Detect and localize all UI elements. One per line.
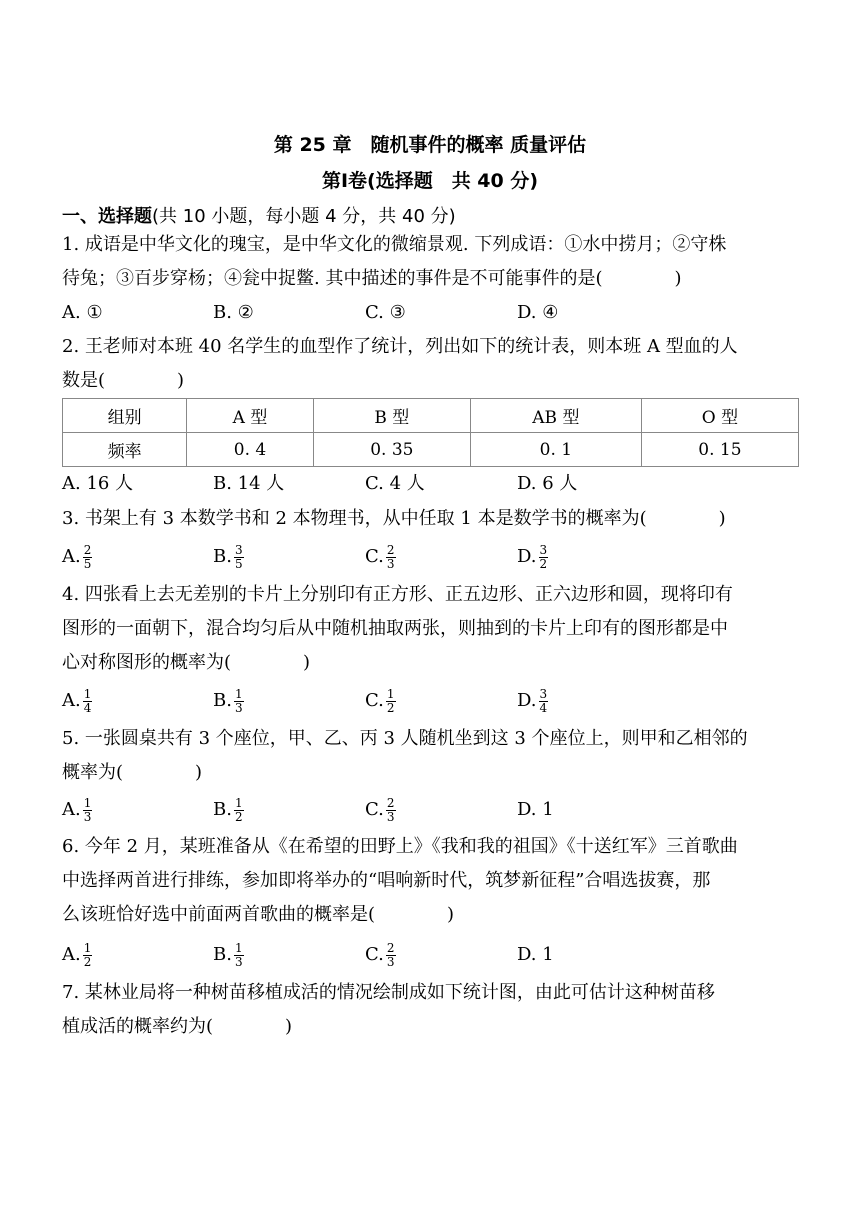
fraction [386,942,396,969]
question-line: 3. 书架上有 3 本数学书和 2 本物理书，从中任取 1 本是数学书的概率为( ) [62,508,726,529]
option-b [213,793,244,827]
numerator: 1 [234,940,243,955]
option-label: A. [62,690,81,711]
fraction [83,797,93,824]
numerator: 2 [83,542,92,557]
option-label: A. [62,799,81,820]
option-d [517,684,548,718]
blood-type-table [62,398,799,467]
options-2 [62,467,800,501]
option-b [213,684,244,718]
fraction [386,797,396,824]
table-row [63,433,799,467]
question-3 [62,502,800,536]
option-label: A. [62,944,81,965]
question-line: 数是( ) [62,370,185,391]
section-heading [62,202,456,228]
question-line: 待兔；③百步穿杨；④瓮中捉鳖. 其中描述的事件是不可能事件的是( ) [62,268,682,289]
question-6 [62,830,800,932]
option-label: B. [213,799,232,820]
question-line: 1. 成语是中华文化的瑰宝，是中华文化的微缩景观. 下列成语：①水中捞月；②守株 [62,234,727,255]
option-a [62,793,92,827]
option-label: C. [365,799,384,820]
option-label: D. [517,690,537,711]
option-d: D. 1 [517,799,554,820]
options-6 [62,938,800,972]
option-a: A. 16 人 [62,473,134,494]
fraction [539,544,549,571]
denominator: 3 [234,700,243,715]
numerator: 1 [83,686,92,701]
section-heading-note: (共 10 小题，每小题 4 分，共 40 分) [152,206,456,227]
table-header-row [63,399,799,433]
fraction [386,688,396,715]
fraction [234,942,244,969]
fraction [83,942,93,969]
denominator: 3 [386,809,395,824]
option-b [213,938,244,972]
option-label: C. [365,944,384,965]
option-b [213,540,244,574]
fraction [234,797,244,824]
numerator: 1 [83,940,92,955]
question-4 [62,578,800,680]
numerator: 1 [234,795,243,810]
question-line: 4. 四张看上去无差别的卡片上分别印有正方形、正五边形、正六边形和圆，现将印有 [62,584,733,605]
question-line: 中选择两首进行排练，参加即将举办的“唱响新时代，筑梦新征程”合唱选拔赛，那 [62,870,711,891]
table-cell: 0. 1 [470,433,641,467]
numerator: 3 [539,686,548,701]
options-4 [62,684,800,718]
options-3 [62,540,800,574]
table-cell: 0. 4 [187,433,314,467]
numerator: 1 [386,686,395,701]
numerator: 3 [234,542,243,557]
fraction [539,688,549,715]
options-1 [62,296,800,330]
chapter-title: 第 25 章 随机事件的概率 质量评估 [273,134,587,156]
option-c [365,793,396,827]
option-d [517,540,548,574]
option-b: B. 14 人 [213,473,285,494]
option-c [365,684,396,718]
option-c: C. ③ [365,302,406,323]
denominator: 2 [539,556,548,571]
option-a [62,938,92,972]
numerator: 2 [386,795,395,810]
table-cell: 0. 35 [313,433,470,467]
option-d: D. 6 人 [517,473,578,494]
denominator: 3 [83,809,92,824]
table-cell: 0. 15 [641,433,798,467]
option-c [365,938,396,972]
option-label: D. [517,546,537,567]
numerator: 1 [83,795,92,810]
option-a [62,540,92,574]
option-label: B. [213,546,232,567]
denominator: 4 [539,700,548,715]
option-c: C. 4 人 [365,473,425,494]
question-line: 7. 某林业局将一种树苗移植成活的情况绘制成如下统计图，由此可估计这种树苗移 [62,982,715,1003]
numerator: 2 [386,940,395,955]
question-line: 6. 今年 2 月，某班准备从《在希望的田野上》《我和我的祖国》《十送红军》三首歌曲 [62,836,738,857]
denominator: 2 [83,954,92,969]
numerator: 3 [539,542,548,557]
option-label: A. [62,546,81,567]
fraction [83,688,93,715]
fraction [386,544,396,571]
table-cell: AB 型 [470,399,641,433]
numerator: 1 [234,686,243,701]
option-label: B. [213,944,232,965]
denominator: 3 [386,954,395,969]
table-cell: 组别 [63,399,187,433]
question-line: 图形的一面朝下，混合均匀后从中随机抽取两张，则抽到的卡片上印有的图形都是中 [62,618,728,639]
question-1 [62,228,800,296]
option-d: D. 1 [517,944,554,965]
question-line: 植成活的概率约为( ) [62,1016,293,1037]
denominator: 5 [83,556,92,571]
table-cell: A 型 [187,399,314,433]
section-subtitle: 第Ⅰ卷(选择题 共 40 分) [321,170,539,192]
numerator: 2 [386,542,395,557]
question-line: 2. 王老师对本班 40 名学生的血型作了统计，列出如下的统计表，则本班 A 型血的人 [62,336,738,357]
denominator: 2 [386,700,395,715]
denominator: 2 [234,809,243,824]
question-7 [62,976,800,1044]
option-a [62,684,92,718]
option-label: C. [365,690,384,711]
fraction [234,688,244,715]
question-5 [62,722,800,790]
fraction [83,544,93,571]
denominator: 5 [234,556,243,571]
table-cell: O 型 [641,399,798,433]
option-d: D. ④ [517,302,559,323]
option-label: B. [213,690,232,711]
table-cell: 频率 [63,433,187,467]
option-a: A. ① [62,302,103,323]
denominator: 4 [83,700,92,715]
option-label: C. [365,546,384,567]
options-5 [62,793,800,827]
question-line: 5. 一张圆桌共有 3 个座位，甲、乙、丙 3 人随机坐到这 3 个座位上，则甲和乙相邻的 [62,728,748,749]
fraction [234,544,244,571]
question-line: 概率为( ) [62,762,203,783]
table-cell: B 型 [313,399,470,433]
section-heading-label: 一、选择题 [62,206,152,227]
question-line: 么该班恰好选中前面两首歌曲的概率是( ) [62,904,455,925]
option-b: B. ② [213,302,254,323]
question-line: 心对称图形的概率为( ) [62,652,311,673]
question-2 [62,330,800,398]
denominator: 3 [234,954,243,969]
option-c [365,540,396,574]
denominator: 3 [386,556,395,571]
